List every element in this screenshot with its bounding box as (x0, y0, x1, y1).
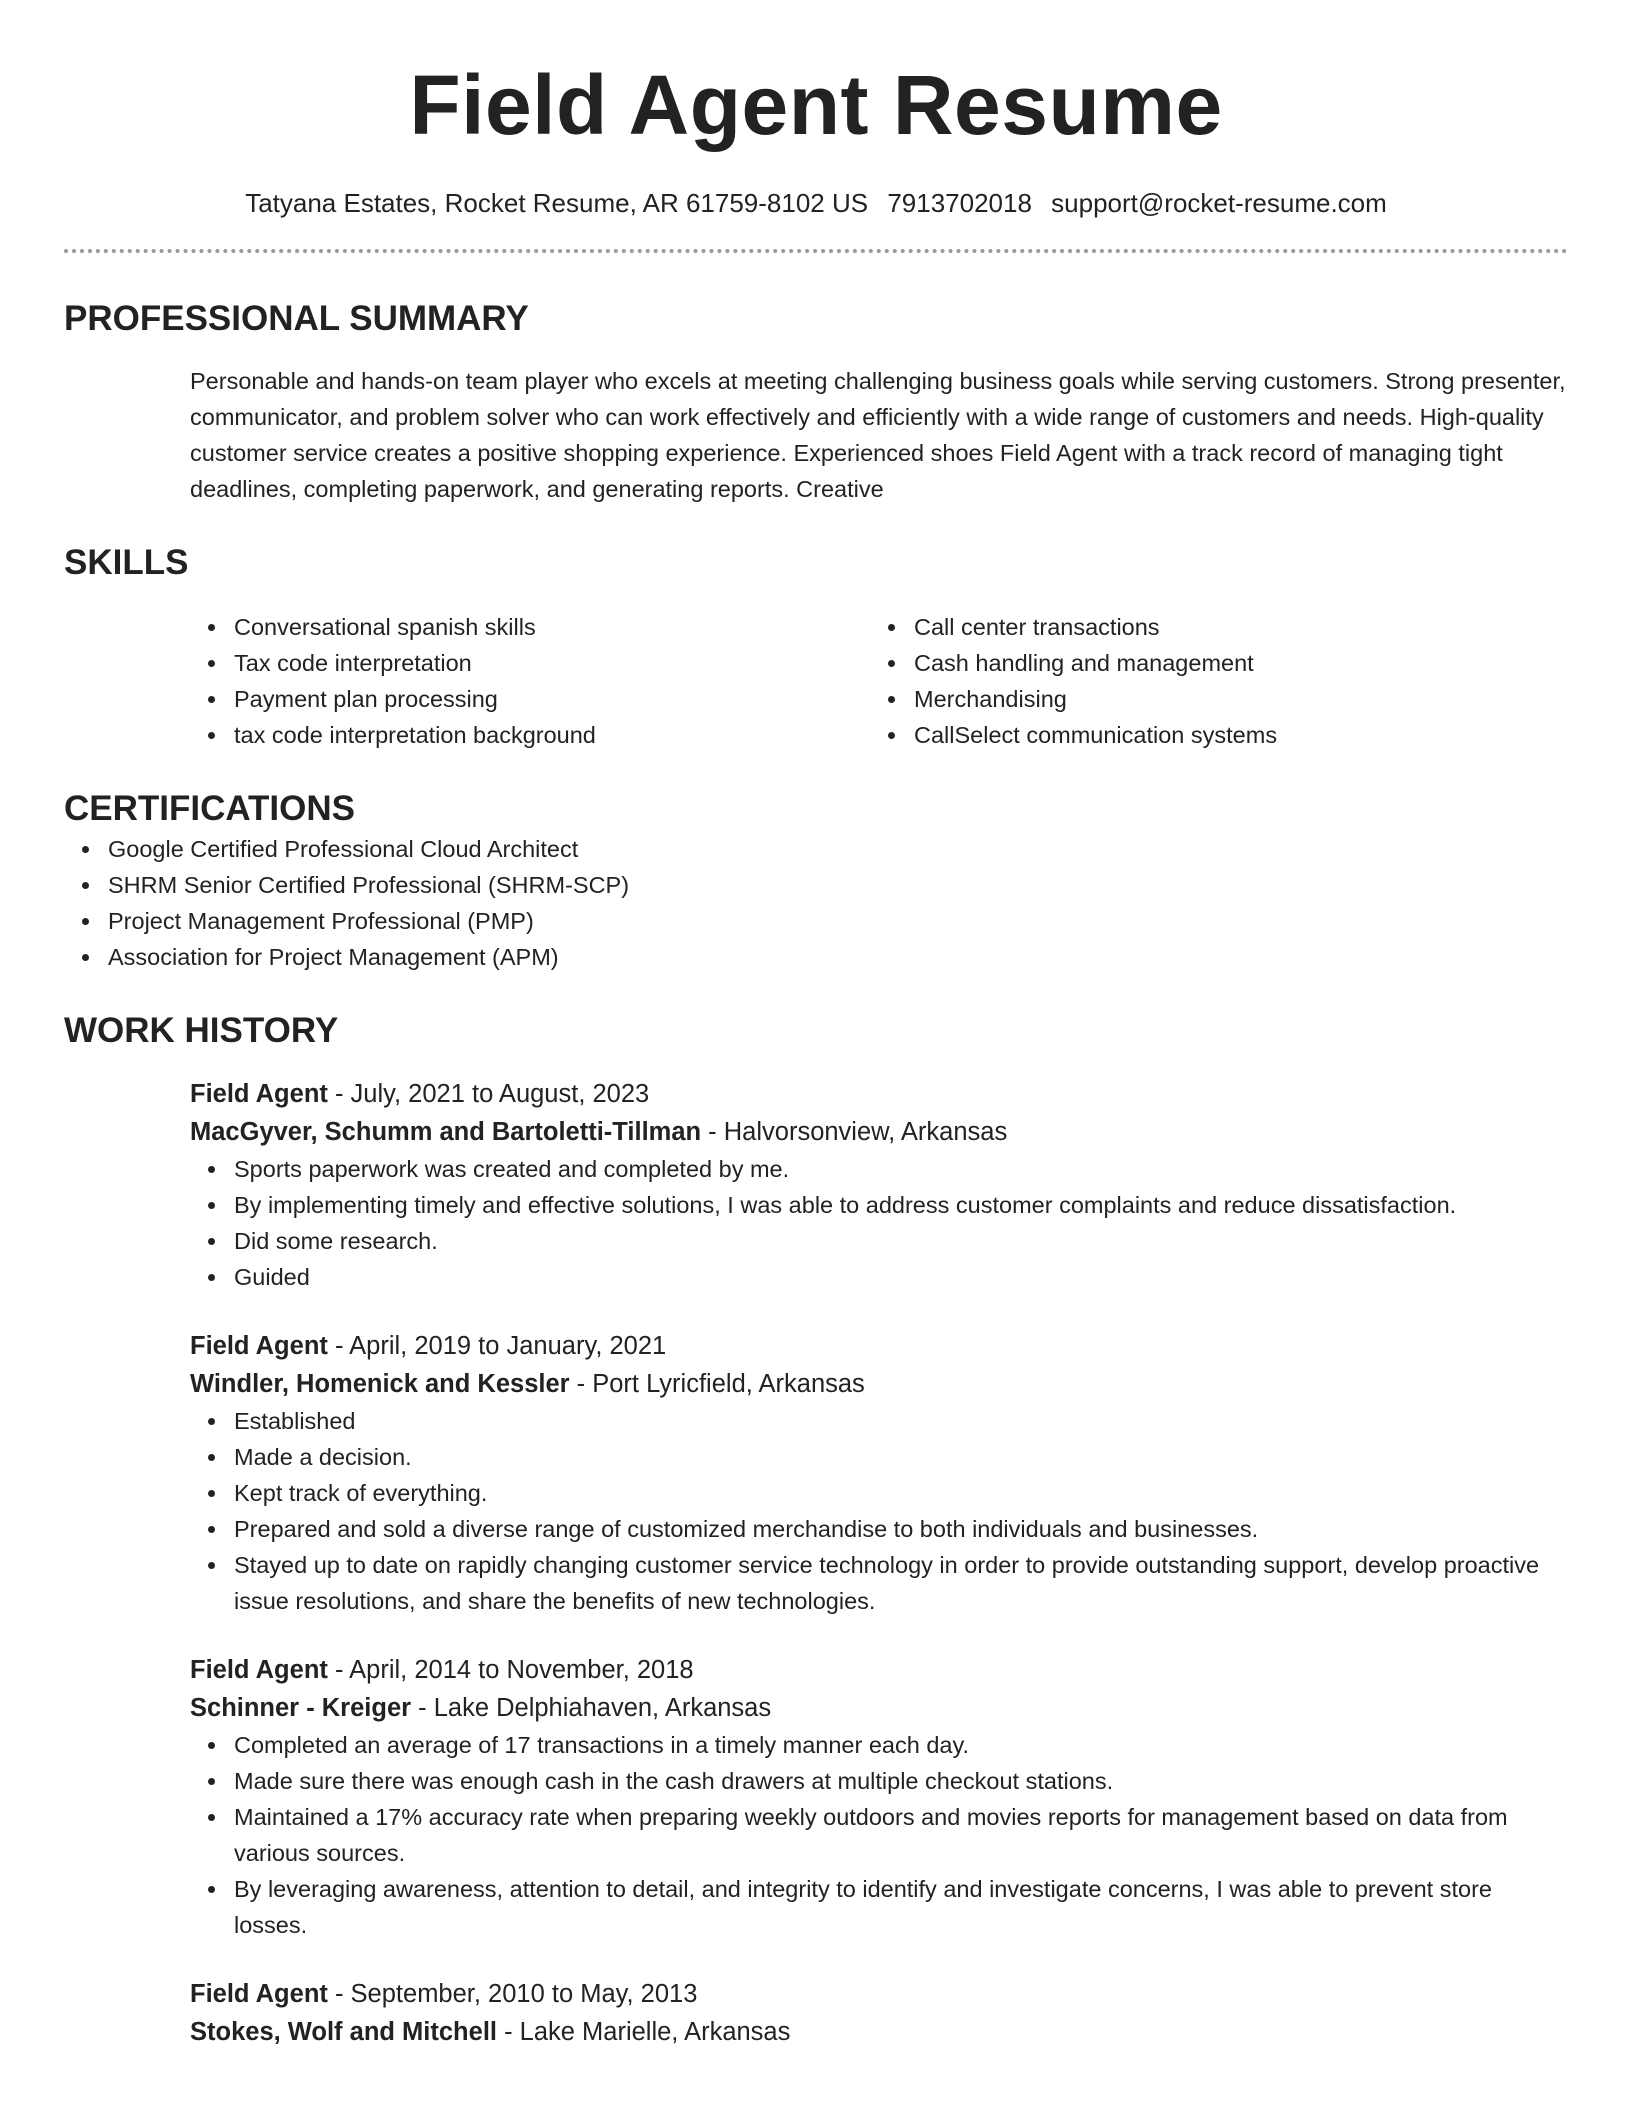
skill-item: Merchandising (870, 681, 1550, 717)
job-duty-item: Did some research. (190, 1223, 1568, 1259)
job-duty-item: Maintained a 17% accuracy rate when preparing weekly outdoors and movies reports for management based on data from various sources. (190, 1799, 1568, 1871)
job-company: Windler, Homenick and Kessler (190, 1370, 570, 1398)
job-duty-item: By implementing timely and effective solutions, I was able to address customer complaints and reduce dissatisfaction. (190, 1187, 1568, 1223)
certification-item: Association for Project Management (APM) (64, 939, 1568, 975)
certification-item: Google Certified Professional Cloud Architect (64, 831, 1568, 867)
skill-item: Tax code interpretation (190, 645, 870, 681)
job-title: Field Agent (190, 1080, 328, 1108)
job-duties (190, 1151, 1568, 1295)
skill-item: CallSelect communication systems (870, 717, 1550, 753)
job-company-line (190, 2013, 1568, 2051)
job-company-line (190, 1365, 1568, 1403)
skills-column-left (190, 609, 870, 753)
job-duty-item: Guided (190, 1259, 1568, 1295)
job-title-line (190, 1075, 1568, 1113)
job-duty-item: Kept track of everything. (190, 1475, 1568, 1511)
skill-item: Call center transactions (870, 609, 1550, 645)
skill-item: tax code interpretation background (190, 717, 870, 753)
resume-title: Field Agent Resume (409, 58, 1223, 152)
job-duties (190, 1727, 1568, 1943)
summary-text: Personable and hands-on team player who excels at meeting challenging business goals while serving customers. Strong presenter, communicator, and problem solver who can work effectively and efficiently with a wide range of customers and needs. High-quality customer service creates a positive shopping experience. Experienced shoes Field Agent with a track record of managing tight deadlines, completing paperwork, and generating reports. Creative (190, 368, 1566, 502)
certifications-list (64, 831, 1568, 975)
job-duty-item: Made sure there was enough cash in the cash drawers at multiple checkout stations. (190, 1763, 1568, 1799)
certifications-heading: CERTIFICATIONS (64, 789, 356, 828)
job-dates: - April, 2019 to January, 2021 (327, 1332, 667, 1360)
job-entry (190, 1075, 1568, 1295)
job-duty-item: Sports paperwork was created and completed by me. (190, 1151, 1568, 1187)
job-duty-item: Made a decision. (190, 1439, 1568, 1475)
job-location: - Lake Marielle, Arkansas (496, 2018, 791, 2046)
job-entry (190, 1651, 1568, 1943)
job-title: Field Agent (190, 1980, 328, 2008)
job-duty-item: Prepared and sold a diverse range of customized merchandise to both individuals and businesses. (190, 1511, 1568, 1547)
job-title: Field Agent (190, 1656, 328, 1684)
skill-item: Conversational spanish skills (190, 609, 870, 645)
job-location: - Halvorsonview, Arkansas (701, 1118, 1008, 1146)
job-company-line (190, 1689, 1568, 1727)
summary-section (64, 297, 1568, 507)
job-title-line (190, 1651, 1568, 1689)
skills-column-right (870, 609, 1550, 753)
job-title: Field Agent (190, 1332, 328, 1360)
job-duty-item: By leveraging awareness, attention to detail, and integrity to identify and investigate concerns, I was able to prevent store losses. (190, 1871, 1568, 1943)
job-company: Schinner - Kreiger (190, 1694, 412, 1722)
contact-email: support@rocket-resume.com (1051, 188, 1387, 218)
job-company: Stokes, Wolf and Mitchell (190, 2018, 497, 2046)
skills-heading: SKILLS (64, 543, 189, 582)
skills-section (64, 541, 1568, 753)
job-duty-item: Completed an average of 17 transactions in a timely manner each day. (190, 1727, 1568, 1763)
skill-item: Payment plan processing (190, 681, 870, 717)
resume-page (64, 0, 1568, 2051)
work-history-section (64, 1009, 1568, 2051)
job-title-line (190, 1327, 1568, 1365)
certification-item: Project Management Professional (PMP) (64, 903, 1568, 939)
certification-item: SHRM Senior Certified Professional (SHRM-SCP) (64, 867, 1568, 903)
contact-address: Tatyana Estates, Rocket Resume, AR 61759-8102 US (245, 188, 869, 218)
job-duties (190, 1403, 1568, 1619)
skill-item: Cash handling and management (870, 645, 1550, 681)
job-dates: - July, 2021 to August, 2023 (327, 1080, 650, 1108)
job-title-line (190, 1975, 1568, 2013)
certifications-section (64, 787, 1568, 975)
skills-grid (190, 609, 1568, 753)
job-entry (190, 1327, 1568, 1619)
header-divider (64, 249, 1568, 253)
job-duty-item: Stayed up to date on rapidly changing customer service technology in order to provide outstanding support, develop proactive issue resolutions, and share the benefits of new technologies. (190, 1547, 1568, 1619)
contact-phone: 7913702018 (887, 188, 1032, 218)
contact-line (64, 183, 1568, 223)
job-location: - Port Lyricfield, Arkansas (569, 1370, 865, 1398)
job-dates: - September, 2010 to May, 2013 (327, 1980, 698, 2008)
work-history-heading: WORK HISTORY (64, 1011, 339, 1050)
job-company: MacGyver, Schumm and Bartoletti-Tillman (190, 1118, 702, 1146)
job-location: - Lake Delphiahaven, Arkansas (411, 1694, 772, 1722)
job-dates: - April, 2014 to November, 2018 (327, 1656, 694, 1684)
job-company-line (190, 1113, 1568, 1151)
summary-heading: PROFESSIONAL SUMMARY (64, 299, 529, 338)
job-entry (190, 1975, 1568, 2051)
job-duty-item: Established (190, 1403, 1568, 1439)
